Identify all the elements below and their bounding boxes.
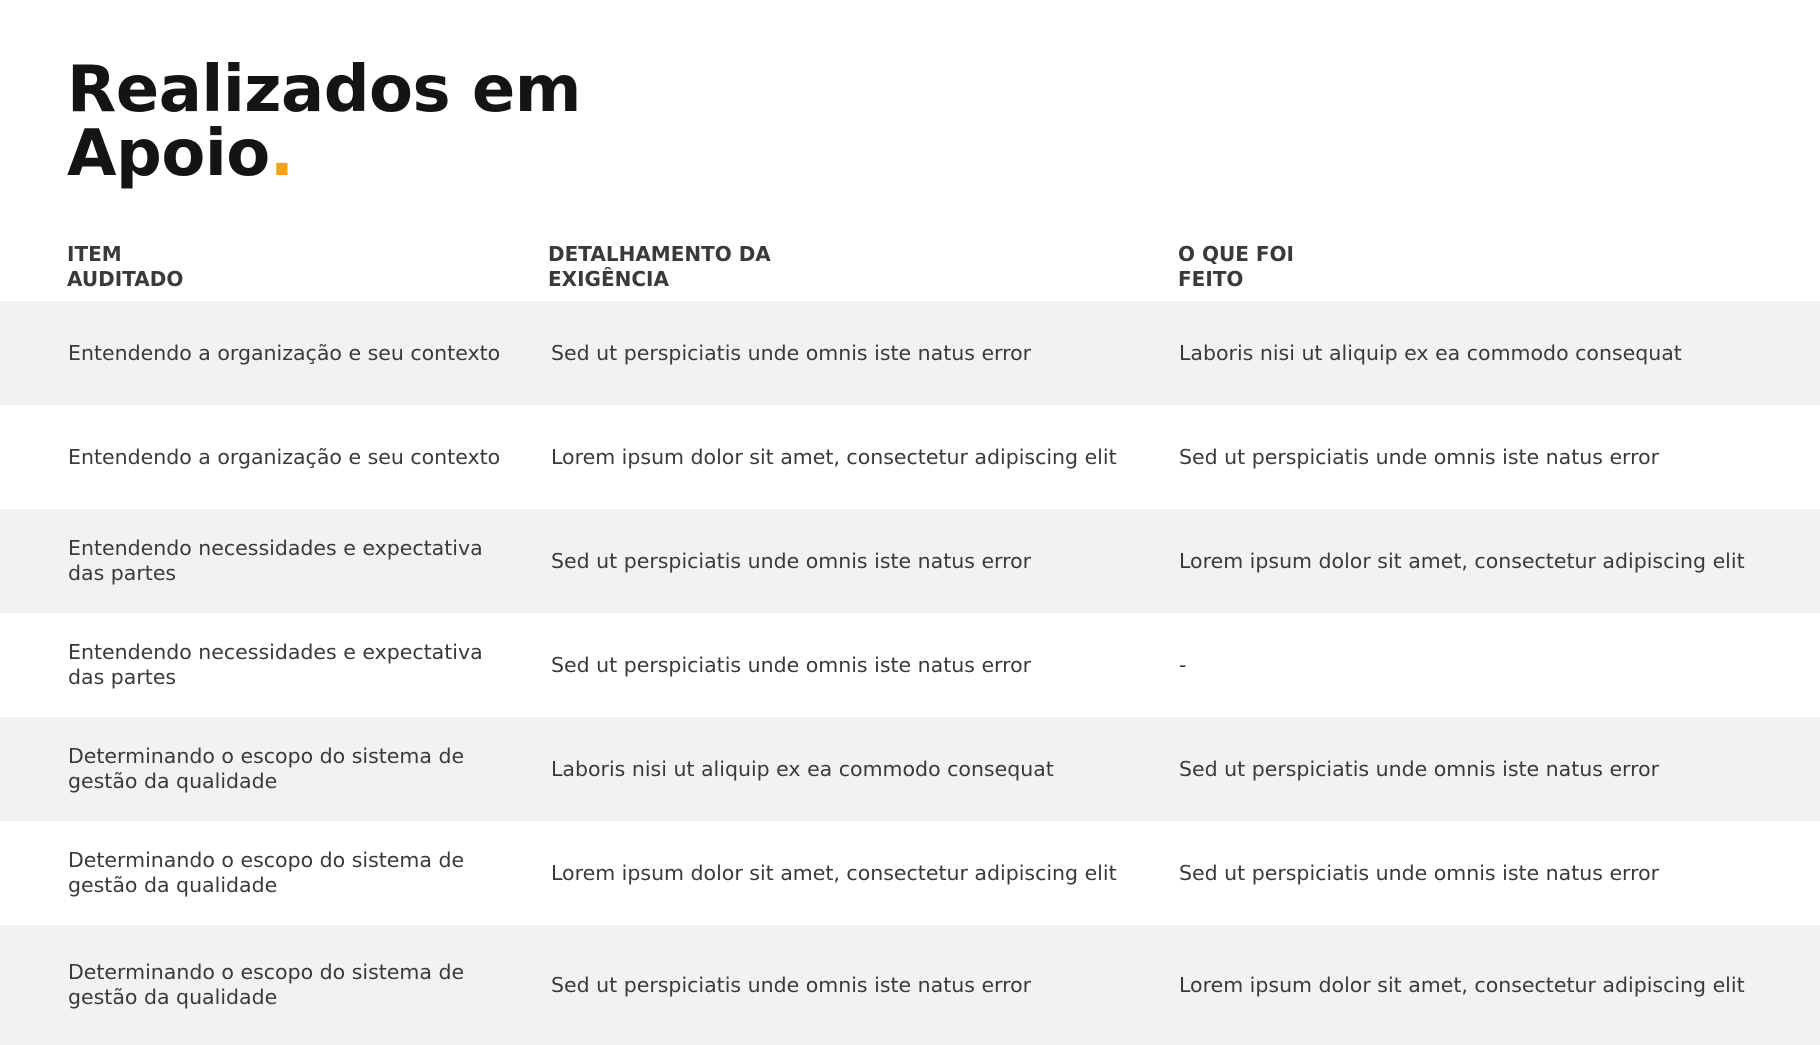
cell-detail: Sed ut perspiciatis unde omnis iste natus error: [551, 652, 1032, 677]
table-row: [0, 405, 1820, 509]
column-header-line-1: DETALHAMENTO DA: [548, 242, 771, 266]
cell-done: Sed ut perspiciatis unde omnis iste natus error: [1179, 756, 1660, 781]
cell-item: Determinando o escopo do sistema de gestão da qualidade: [68, 848, 465, 897]
cell-detail: Lorem ipsum dolor sit amet, consectetur adipiscing elit: [551, 860, 1117, 885]
column-header-line-2: EXIGÊNCIA: [548, 267, 669, 291]
cell-item: Determinando o escopo do sistema de gestão da qualidade: [68, 744, 465, 793]
column-header-done: [1178, 242, 1294, 292]
cell-done: -: [1179, 652, 1187, 677]
cell-detail: Sed ut perspiciatis unde omnis iste natus error: [551, 972, 1032, 997]
cell-done: Sed ut perspiciatis unde omnis iste natus error: [1179, 444, 1660, 469]
table-row: [0, 717, 1820, 821]
column-header-line-2: AUDITADO: [67, 267, 184, 291]
page-title-word: Apoio: [67, 117, 270, 191]
cell-detail: Lorem ipsum dolor sit amet, consectetur adipiscing elit: [551, 444, 1117, 469]
cell-item: Entendendo necessidades e expectativa das partes: [68, 536, 483, 585]
cell-item: Entendendo necessidades e expectativa das partes: [68, 640, 483, 689]
cell-done: Lorem ipsum dolor sit amet, consectetur adipiscing elit: [1179, 548, 1745, 573]
table-row: [0, 925, 1820, 1045]
cell-detail: Sed ut perspiciatis unde omnis iste natus error: [551, 340, 1032, 365]
page-title-line-2: [67, 117, 581, 191]
page-title-line-1: Realizados em: [67, 53, 581, 127]
cell-done: Sed ut perspiciatis unde omnis iste natus error: [1179, 860, 1660, 885]
column-header-detail: [548, 242, 771, 292]
table-row: [0, 613, 1820, 717]
cell-done: Lorem ipsum dolor sit amet, consectetur adipiscing elit: [1179, 972, 1745, 997]
accent-dot: .: [269, 117, 294, 191]
cell-done: Laboris nisi ut aliquip ex ea commodo consequat: [1179, 340, 1682, 365]
column-header-line-1: ITEM: [67, 242, 122, 266]
audit-table: [0, 301, 1820, 1045]
cell-item: Determinando o escopo do sistema de gestão da qualidade: [68, 960, 465, 1009]
cell-item: Entendendo a organização e seu contexto: [68, 340, 501, 365]
column-header-line-2: FEITO: [1178, 267, 1244, 291]
page-title: [67, 53, 581, 191]
cell-detail: Sed ut perspiciatis unde omnis iste natus error: [551, 548, 1032, 573]
table-row: [0, 301, 1820, 405]
cell-item: Entendendo a organização e seu contexto: [68, 444, 501, 469]
cell-detail: Laboris nisi ut aliquip ex ea commodo consequat: [551, 756, 1054, 781]
table-row: [0, 509, 1820, 613]
table-row: [0, 821, 1820, 925]
column-header-line-1: O QUE FOI: [1178, 242, 1294, 266]
column-header-item: [67, 242, 183, 292]
